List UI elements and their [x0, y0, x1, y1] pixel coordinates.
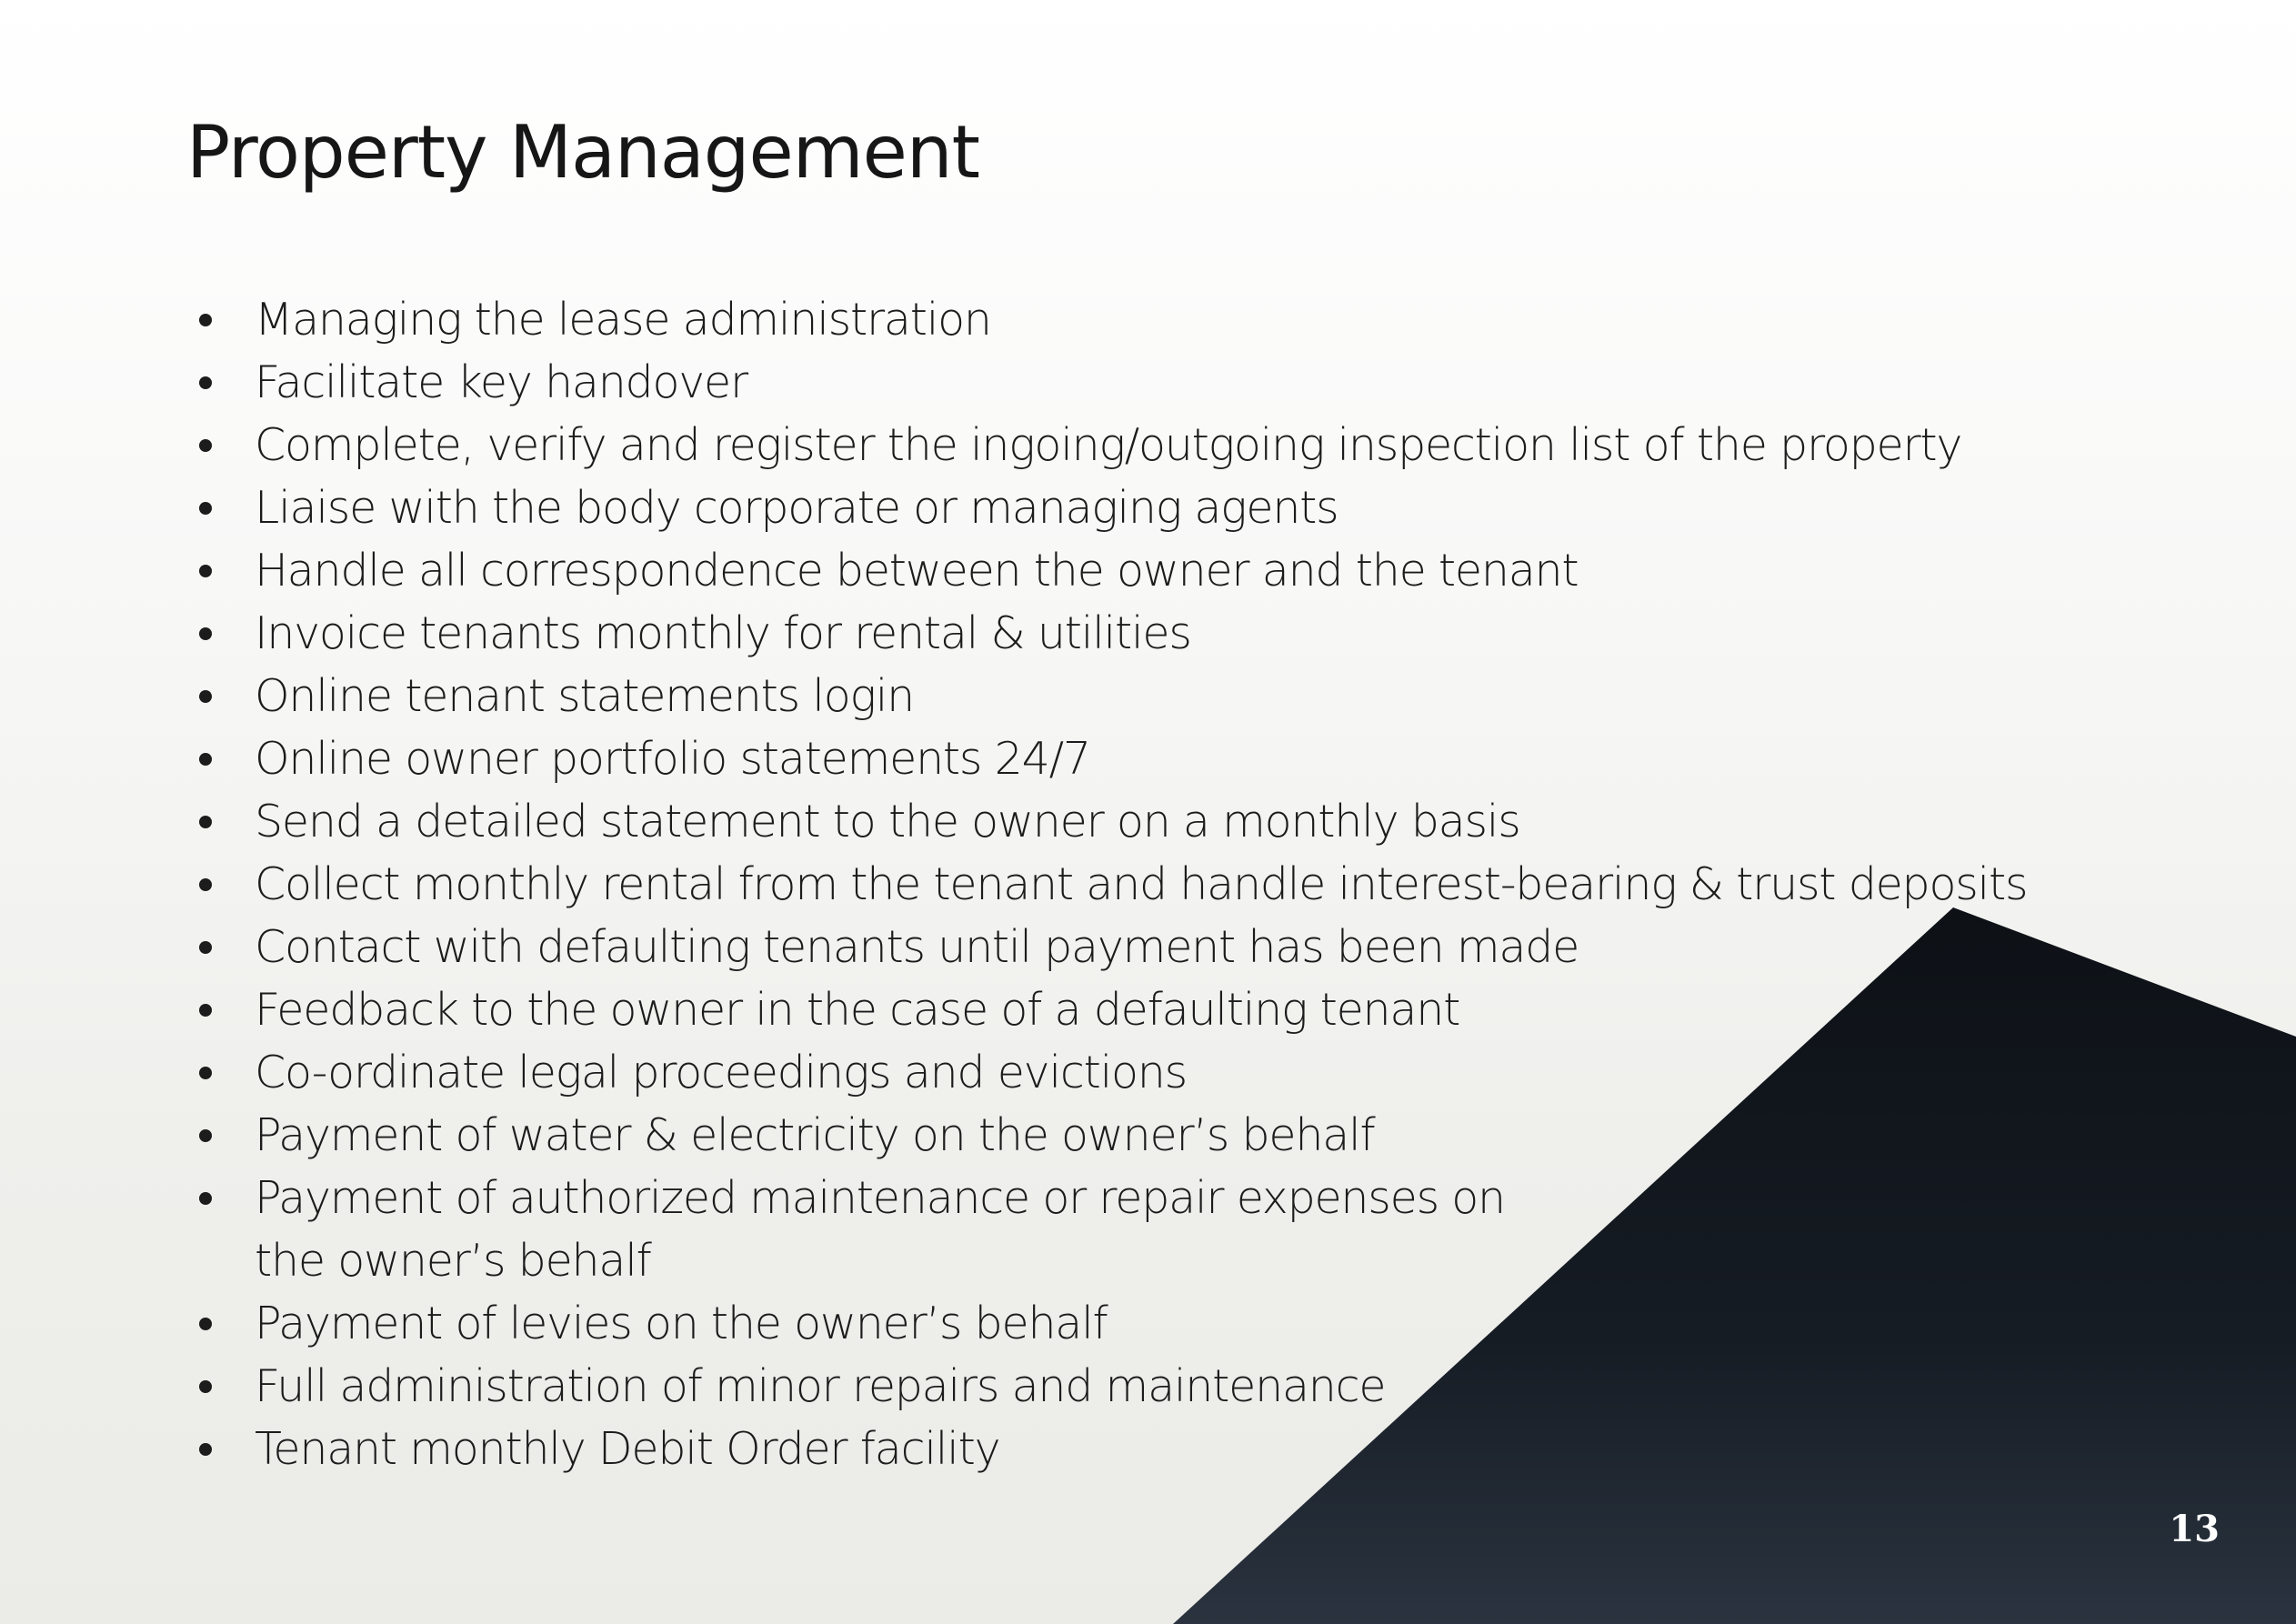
bullet-icon: [199, 1318, 212, 1330]
services-list: [186, 288, 2028, 1480]
page-number: 13: [2169, 1508, 2220, 1550]
bullet-icon: [199, 1004, 212, 1017]
list-item: [186, 288, 2005, 351]
bullet-icon: [199, 314, 212, 326]
bullet-icon: [199, 1129, 212, 1142]
bullet-icon: [199, 376, 212, 389]
list-item: [186, 414, 2005, 476]
list-item-text: Tenant monthly Debit Order facility: [255, 1423, 1000, 1475]
list-item: [186, 1292, 2005, 1355]
list-item-text: the owner’s behalf: [255, 1235, 651, 1287]
list-item-continuation: [186, 1229, 2005, 1292]
list-item: [186, 539, 2005, 602]
bullet-icon: [199, 941, 212, 954]
list-item: [186, 727, 2005, 790]
list-item-text: Invoice tenants monthly for rental & utilities: [255, 607, 1191, 659]
bullet-icon: [199, 439, 212, 452]
list-item-text: Contact with defaulting tenants until payment has been made: [255, 921, 1579, 973]
list-item: [186, 853, 2028, 916]
list-item-text: Payment of water & electricity on the owner’s behalf: [255, 1109, 1375, 1161]
list-item: [186, 916, 2005, 978]
list-item: [186, 1041, 2005, 1104]
bullet-icon: [199, 1192, 212, 1205]
list-item: [186, 1104, 2005, 1167]
list-item-text: Handle all correspondence between the owner and the tenant: [255, 545, 1579, 596]
list-item: [186, 1167, 2005, 1229]
list-item: [186, 1418, 2005, 1480]
list-item-text: Payment of authorized maintenance or repair expenses on: [255, 1172, 1505, 1224]
list-item-text: Send a detailed statement to the owner on a monthly basis: [255, 796, 1520, 847]
bullet-icon: [199, 878, 212, 891]
page-title: Property Management: [186, 110, 979, 195]
list-item-text: Online owner portfolio statements 24/7: [255, 733, 1090, 785]
bullet-icon: [199, 565, 212, 577]
bullet-icon: [199, 816, 212, 828]
bullet-icon: [199, 690, 212, 703]
list-item: [186, 790, 2005, 853]
list-item-text: Facilitate key handover: [255, 356, 747, 408]
bullet-icon: [199, 1067, 212, 1079]
list-item-text: Complete, verify and register the ingoing/outgoing inspection list of the property: [255, 419, 1962, 471]
list-item-text: Co-ordinate legal proceedings and evictions: [255, 1047, 1187, 1098]
list-item-text: Full administration of minor repairs and maintenance: [255, 1360, 1386, 1412]
bullet-icon: [199, 1443, 212, 1456]
bullet-icon: [199, 753, 212, 766]
list-item-text: Liaise with the body corporate or managing agents: [255, 482, 1338, 534]
list-item: [186, 1355, 2005, 1418]
list-item: [186, 665, 2005, 727]
list-item-text: Managing the lease administration: [255, 294, 991, 346]
list-item-text: Feedback to the owner in the case of a defaulting tenant: [255, 984, 1460, 1036]
bullet-icon: [199, 502, 212, 515]
bullet-icon: [199, 627, 212, 640]
list-item-text: Online tenant statements login: [255, 670, 914, 722]
list-item-text: Collect monthly rental from the tenant and handle interest-bearing & trust deposits: [255, 858, 2028, 910]
list-item: [186, 351, 2005, 414]
list-item: [186, 602, 2005, 665]
list-item: [186, 978, 2005, 1041]
list-item-text: Payment of levies on the owner’s behalf: [255, 1298, 1108, 1349]
list-item: [186, 476, 2005, 539]
bullet-icon: [199, 1380, 212, 1393]
